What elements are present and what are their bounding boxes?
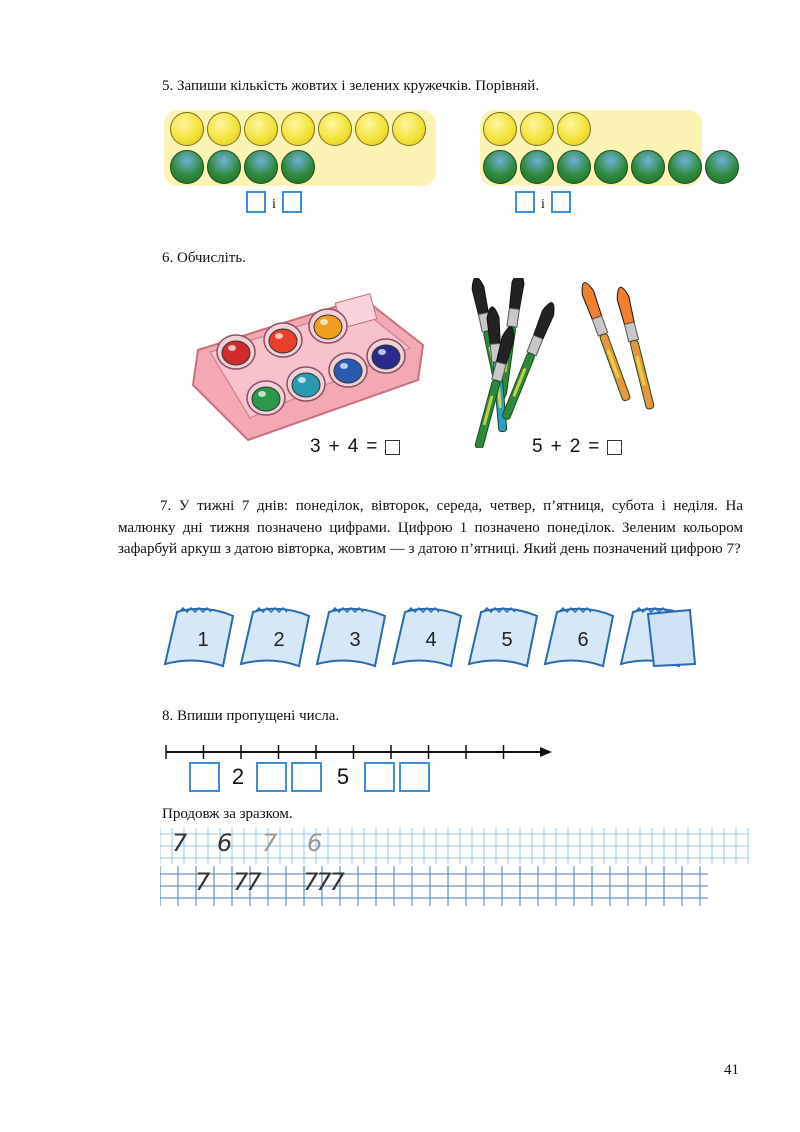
yellow-circle [392, 112, 426, 146]
green-circle [631, 150, 665, 184]
calendar-sheet [165, 608, 233, 666]
task-7-text: 7. У тижні 7 днів: понеділок, вівторок, середа, четвер, п’ятниця, субота і неділя. На малюнку дні тижня позначено цифрами. Цифрою 1 позначено понеділок. Зеленим кольором зафарбуй аркуш з датою вівторка, жовтим — з датою п’ятниці. Який день позначений цифрою 7? [118, 498, 743, 557]
pattern1-digit-3: 7 [262, 829, 278, 857]
missing-number-4[interactable] [291, 762, 322, 792]
expr2-a: 5 [532, 436, 543, 457]
task-8-title: 8. Впиши пропущені числа. [162, 708, 340, 724]
left-answer [246, 191, 302, 213]
paint-highlight [378, 349, 386, 355]
right-green-count-box[interactable] [551, 191, 571, 213]
brushes-illustration [438, 278, 668, 448]
expr1-a: 3 [310, 436, 321, 457]
paint-color [292, 373, 320, 397]
paint-highlight [320, 319, 328, 325]
calendar-sheet [241, 608, 309, 666]
green-circle [520, 150, 554, 184]
green-circle [281, 150, 315, 184]
left-dot-group [170, 112, 426, 184]
yellow-circle [207, 112, 241, 146]
expr1-eq: = [366, 436, 378, 457]
paint-highlight [275, 333, 283, 339]
pattern2-group-3: 777 [303, 868, 343, 896]
task-5-title: 5. Запиши кількість жовтих і зелених кружечків. Порівняй. [162, 78, 540, 94]
brushes [470, 278, 657, 448]
pattern1-digit-4: 6 [307, 829, 323, 857]
calendar-sheets-group [165, 608, 695, 666]
green-circle [594, 150, 628, 184]
brush-ferrule [592, 316, 608, 336]
paint-color [314, 315, 342, 339]
task-6-title: 6. Обчисліть. [162, 250, 246, 266]
expr1-b: 4 [347, 436, 359, 457]
green-circle [244, 150, 278, 184]
yellow-circle [355, 112, 389, 146]
paint-color [372, 345, 400, 369]
known-number-5: 5 [336, 764, 350, 789]
left-yellow-count-box[interactable] [246, 191, 266, 213]
paint-highlight [228, 345, 236, 351]
paint-box-illustration [188, 290, 438, 450]
pattern-row-1 [172, 829, 352, 857]
expr2-eq: = [588, 436, 600, 457]
yellow-circle [520, 112, 554, 146]
expr1-op: + [328, 436, 340, 457]
brush-ferrule [507, 308, 519, 327]
green-circle [170, 150, 204, 184]
right-green-row [483, 150, 739, 184]
calendar-day-label: 1 [197, 629, 209, 651]
paint-color [222, 341, 250, 365]
calendar-stand [648, 610, 695, 666]
right-conj: і [541, 197, 545, 212]
expr2-op: + [550, 436, 562, 457]
paint-highlight [340, 363, 348, 369]
calendar-day-label: 3 [349, 629, 361, 651]
left-yellow-row [170, 112, 426, 146]
pattern2-group-2: 77 [233, 868, 260, 896]
right-answer [515, 191, 571, 213]
paint-color [334, 359, 362, 383]
right-dot-group [483, 112, 739, 184]
calendar-day-label: 2 [273, 629, 285, 651]
yellow-circle [281, 112, 315, 146]
green-circle [668, 150, 702, 184]
yellow-circle [483, 112, 517, 146]
yellow-circle [244, 112, 278, 146]
calendar-sheet [469, 608, 537, 666]
green-circle [705, 150, 739, 184]
missing-number-3[interactable] [256, 762, 287, 792]
missing-number-7[interactable] [399, 762, 430, 792]
page-number: 41 [724, 1062, 739, 1078]
left-conj: і [272, 197, 276, 212]
calendar-day-label: 4 [425, 629, 437, 651]
missing-number-6[interactable] [364, 762, 395, 792]
calendar-sheet [317, 608, 385, 666]
right-yellow-count-box[interactable] [515, 191, 535, 213]
right-yellow-row [483, 112, 739, 146]
expr2-b: 2 [569, 436, 581, 457]
green-circle [483, 150, 517, 184]
left-green-count-box[interactable] [282, 191, 302, 213]
missing-number-1[interactable] [189, 762, 220, 792]
yellow-circle [318, 112, 352, 146]
expression-2 [532, 436, 622, 458]
brush-bristles [533, 301, 558, 340]
brush-ferrule [624, 322, 638, 342]
green-circle [207, 150, 241, 184]
paint-color [269, 329, 297, 353]
pattern-row-2 [195, 868, 383, 896]
number-line-answers [189, 762, 430, 792]
expression-1 [310, 436, 400, 458]
pattern1-digit-2: 6 [217, 829, 233, 857]
pattern2-group-1: 7 [195, 868, 211, 896]
expr1-answer-box[interactable] [385, 440, 400, 455]
known-number-2: 2 [231, 764, 245, 789]
continue-label: Продовж за зразком. [162, 806, 293, 822]
paint-color [252, 387, 280, 411]
brush-bristles [579, 281, 603, 320]
calendar-sheet [393, 608, 461, 666]
pattern1-digit-1: 7 [172, 829, 188, 857]
brush-bristles [615, 286, 636, 325]
green-circle [557, 150, 591, 184]
left-green-row [170, 150, 426, 184]
paint-highlight [298, 377, 306, 383]
calendar-day-label: 6 [577, 629, 589, 651]
paint-highlight [258, 391, 266, 397]
brush-bristles [470, 278, 489, 315]
calendar-sheet [545, 608, 613, 666]
number-line [160, 740, 560, 762]
calendar-day-label: 5 [501, 629, 513, 651]
calendar-sheets [160, 600, 705, 672]
expr2-answer-box[interactable] [607, 440, 622, 455]
yellow-circle [557, 112, 591, 146]
yellow-circle [170, 112, 204, 146]
brush-bristles [508, 278, 525, 310]
